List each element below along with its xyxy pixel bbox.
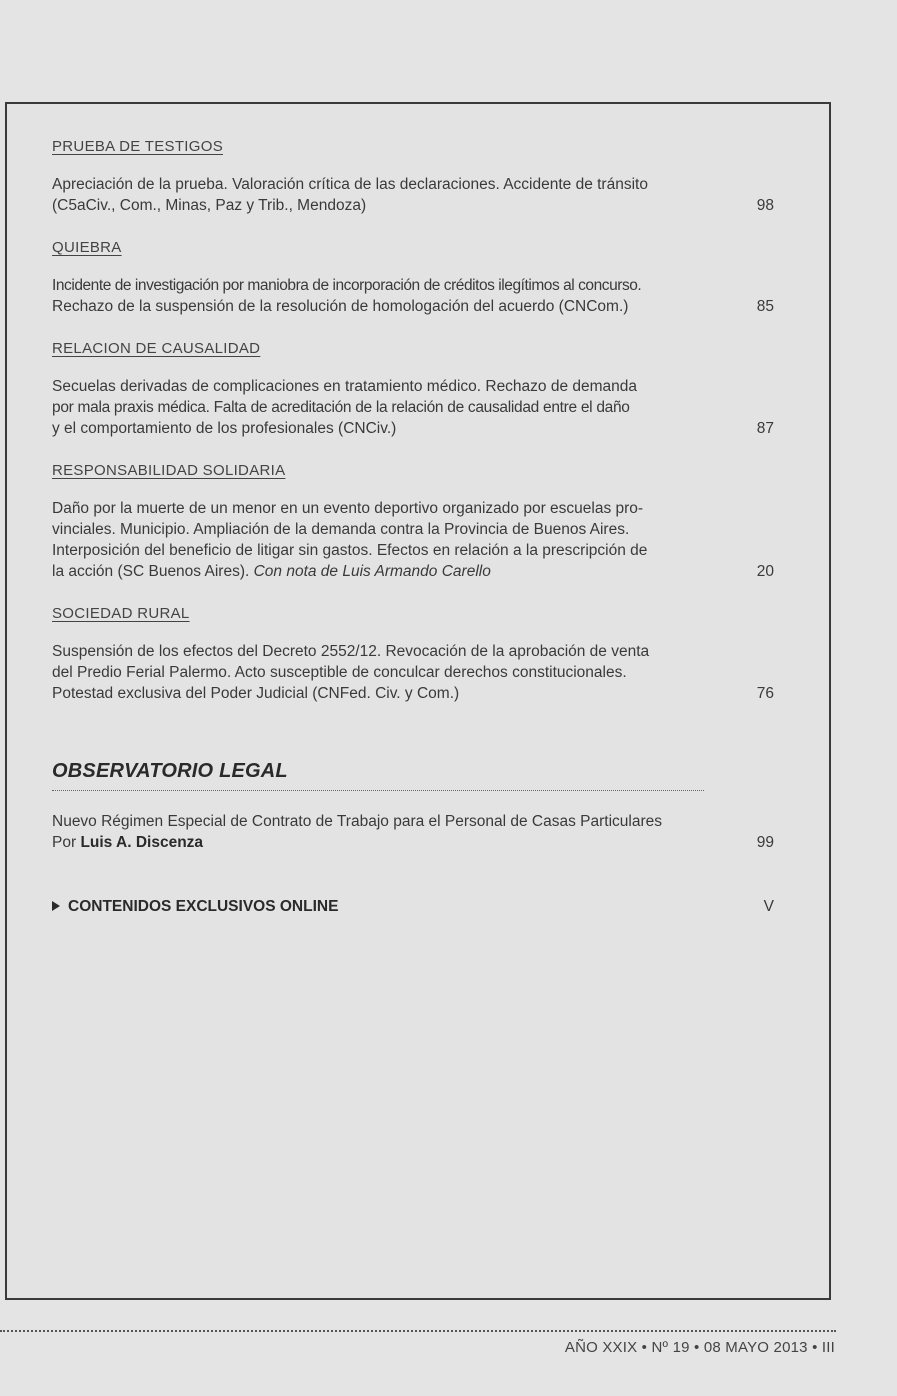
observatorio-title: OBSERVATORIO LEGAL	[52, 760, 288, 782]
section-relacion-de-causalidad	[52, 338, 774, 439]
entry-line: la acción (SC Buenos Aires).	[52, 563, 254, 580]
entry-line: Rechazo de la suspensión de la resolución de homologación del acuerdo (CNCom.)	[52, 298, 629, 315]
toc-entry	[52, 498, 774, 582]
author-name: Luis A. Discenza	[80, 834, 204, 851]
entry-text	[52, 641, 704, 704]
entry-text	[52, 811, 704, 853]
section-prueba-de-testigos	[52, 136, 774, 216]
entry-line: por mala praxis médica. Falta de acreditación de la relación de causalidad entre el daño	[52, 399, 630, 416]
page-number: V	[763, 898, 774, 915]
entry-line: del Predio Ferial Palermo. Acto susceptible de conculcar derechos constitucionales.	[52, 664, 627, 681]
section-heading: RELACION DE CAUSALIDAD	[52, 340, 261, 357]
toc-entry	[52, 811, 774, 853]
online-contents-link[interactable]	[52, 896, 774, 917]
page-number: 76	[756, 685, 774, 702]
online-label: CONTENIDOS EXCLUSIVOS ONLINE	[68, 898, 339, 915]
section-heading: QUIEBRA	[52, 239, 122, 256]
entry-line: Potestad exclusiva del Poder Judicial (CNFed. Civ. y Com.)	[52, 685, 460, 702]
entry-note: Con nota de Luis Armando Carello	[253, 563, 491, 580]
entry-text	[52, 498, 704, 582]
section-heading: RESPONSABILIDAD SOLIDARIA	[52, 462, 286, 479]
page-number: 99	[756, 834, 774, 851]
page-number: 85	[756, 298, 774, 315]
entry-line: y el comportamiento de los profesionales (CNCiv.)	[52, 420, 397, 437]
toc-entry	[52, 174, 774, 216]
page-number: 98	[756, 197, 774, 214]
entry-text	[52, 174, 704, 216]
section-quiebra	[52, 237, 774, 317]
entry-line: Incidente de investigación por maniobra de incorporación de créditos ilegítimos al concurso.	[52, 277, 642, 294]
triangle-right-icon	[52, 901, 60, 911]
toc-entry	[52, 641, 774, 704]
entry-line: Interposición del beneficio de litigar sin gastos. Efectos en relación a la prescripción de	[52, 542, 648, 559]
footer-divider	[0, 1330, 836, 1332]
section-heading: SOCIEDAD RURAL	[52, 605, 190, 622]
author-prefix: Por	[52, 834, 81, 851]
entry-line: (C5aCiv., Com., Minas, Paz y Trib., Mendoza)	[52, 197, 367, 214]
dotted-divider	[52, 790, 704, 791]
section-observatorio-legal	[52, 758, 774, 853]
entry-line: vinciales. Municipio. Ampliación de la demanda contra la Provincia de Buenos Aires.	[52, 521, 630, 538]
page-number: 87	[756, 420, 774, 437]
toc-entry	[52, 376, 774, 439]
entry-text	[52, 275, 704, 317]
entry-text	[52, 376, 704, 439]
toc-entry	[52, 275, 774, 317]
entry-line: Apreciación de la prueba. Valoración crítica de las declaraciones. Accidente de tránsito	[52, 176, 648, 193]
entry-line: Nuevo Régimen Especial de Contrato de Trabajo para el Personal de Casas Particulares	[52, 813, 663, 830]
section-heading: PRUEBA DE TESTIGOS	[52, 138, 224, 155]
entry-line: Secuelas derivadas de complicaciones en tratamiento médico. Rechazo de demanda	[52, 378, 638, 395]
footer-issue-info: AÑO XXIX • Nº 19 • 08 MAYO 2013 • III	[564, 1339, 835, 1356]
page-number: 20	[756, 563, 774, 580]
section-sociedad-rural	[52, 603, 774, 704]
entry-line: Daño por la muerte de un menor en un evento deportivo organizado por escuelas pro-	[52, 500, 644, 517]
table-of-contents	[52, 136, 774, 917]
entry-line: Suspensión de los efectos del Decreto 2552/12. Revocación de la aprobación de venta	[52, 643, 650, 660]
section-responsabilidad-solidaria	[52, 460, 774, 582]
